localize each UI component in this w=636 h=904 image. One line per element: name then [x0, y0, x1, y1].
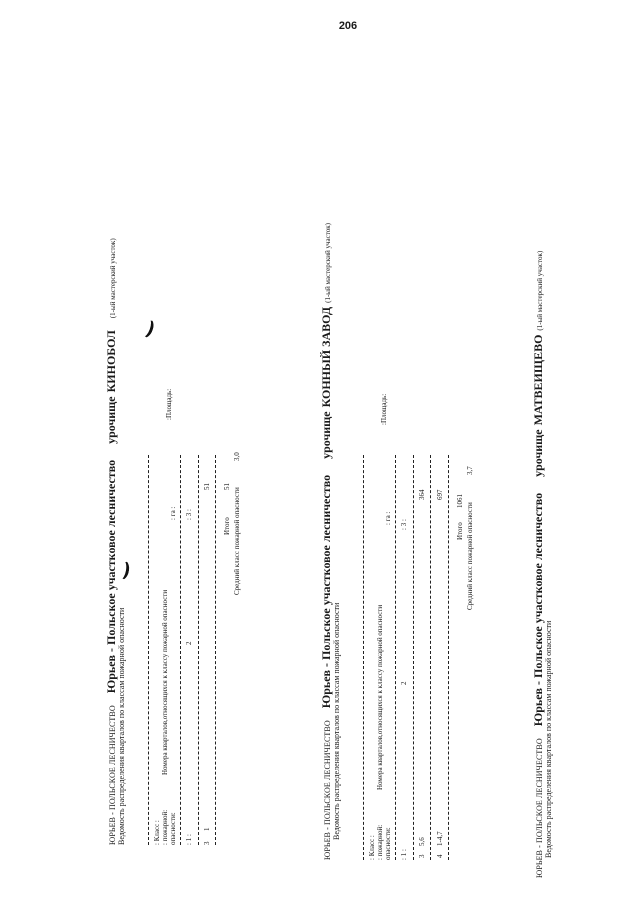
col-class-header-3: опасности: [384, 827, 392, 860]
table-header-rule [395, 455, 396, 860]
row-quarters: 5,6 [418, 837, 426, 846]
row-area: 51 [203, 483, 211, 490]
site-name: (1-ый мастерский участок) [536, 250, 544, 331]
col-area-unit: : га : [384, 511, 392, 525]
tract-prefix: урочище [319, 411, 333, 459]
avg-value: 3,0 [233, 452, 241, 461]
section-konny-zavod [318, 160, 528, 860]
table-top-rule [363, 455, 364, 860]
site-name: (1-ый мастерский участок) [324, 223, 332, 303]
avg-label: Средний класс пожарной опасности [466, 502, 474, 610]
table-ticks-rule [198, 455, 199, 845]
tick-1: : 1 : [400, 849, 408, 860]
site-name: (1-ый мастерский участок) [109, 238, 117, 319]
report-subtitle: Ведомость распределения кварталов по классам пожарной опасности [332, 602, 341, 840]
district-name: Юрьев - Польское участковое лесничество [319, 474, 333, 709]
table-bottom-rule [448, 455, 449, 860]
col-area-header: :Площадь: [165, 388, 173, 420]
avg-value: 3,7 [466, 466, 474, 475]
row-area: 697 [436, 489, 444, 500]
table-header-rule [180, 455, 181, 845]
table-top-rule [148, 455, 149, 845]
col-area-header: :Площадь: [380, 393, 388, 425]
col-numbers-header: Номера кварталов,относящихся к классу пожарной опасности [161, 589, 169, 775]
page-number: 206 [338, 20, 358, 32]
tract-prefix: урочище [531, 429, 545, 477]
tick-3: : 3 : [400, 519, 408, 530]
total-value: 51 [223, 483, 231, 490]
row-quarters: 1-4,7 [436, 831, 444, 846]
report-subtitle: Ведомость распределения кварталов по классам пожарной опасности [117, 607, 126, 845]
col-class-header: : Класс : [153, 820, 161, 845]
row-class: 3 [418, 854, 426, 858]
tract-name: КИНОБОЛ [104, 330, 118, 393]
row-class: 4 [436, 854, 444, 858]
tick-3: : 3 : [185, 509, 193, 520]
total-value: 1061 [456, 494, 464, 508]
col-numbers-header: Номера кварталов,относящихся к классу пожарной опасности [376, 604, 384, 790]
tract-name: КОННЫЙ ЗАВОД [319, 306, 333, 408]
col-class-header-2: : пожарной: [161, 809, 169, 845]
district-name: Юрьев - Польское участковое лесничество [531, 492, 545, 727]
tick-2: 2 [400, 681, 408, 685]
col-class-header: : Класс : [368, 835, 376, 860]
forestry-name: ЮРЬЕВ - ПОЛЬСКОЕ ЛЕСНИЧЕСТВО [535, 738, 544, 878]
table-bottom-rule [215, 455, 216, 845]
row-quarters: 1 [203, 827, 211, 831]
tick-2: 2 [185, 641, 193, 645]
table-ticks-rule [413, 455, 414, 860]
tract-prefix: урочище [104, 396, 118, 444]
forestry-name: ЮРЬЕВ - ПОЛЬСКОЕ ЛЕСНИЧЕСТВО [108, 705, 117, 845]
section-kinobol [103, 145, 313, 845]
row-class: 3 [203, 841, 211, 845]
col-area-unit: : га : [169, 506, 177, 520]
district-name: Юрьев - Польское участковое лесничество [104, 459, 118, 694]
total-label: Итого [456, 522, 464, 540]
tick-1: : 1 : [185, 834, 193, 845]
section-matveishchevo [530, 178, 636, 878]
col-class-header-2: : пожарной: [376, 824, 384, 860]
tract-name: МАТВЕИЩЕВО [531, 334, 545, 426]
total-label: Итого [223, 517, 231, 535]
col-class-header-3: опасности: [169, 812, 177, 845]
report-subtitle: Ведомость распределения кварталов по классам пожарной опасности [544, 620, 553, 858]
row-area: 364 [418, 489, 426, 500]
table-row-rule [430, 455, 431, 860]
avg-label: Средний класс пожарной опасности [233, 487, 241, 595]
forestry-name: ЮРЬЕВ - ПОЛЬСКОЕ ЛЕСНИЧЕСТВО [323, 720, 332, 860]
